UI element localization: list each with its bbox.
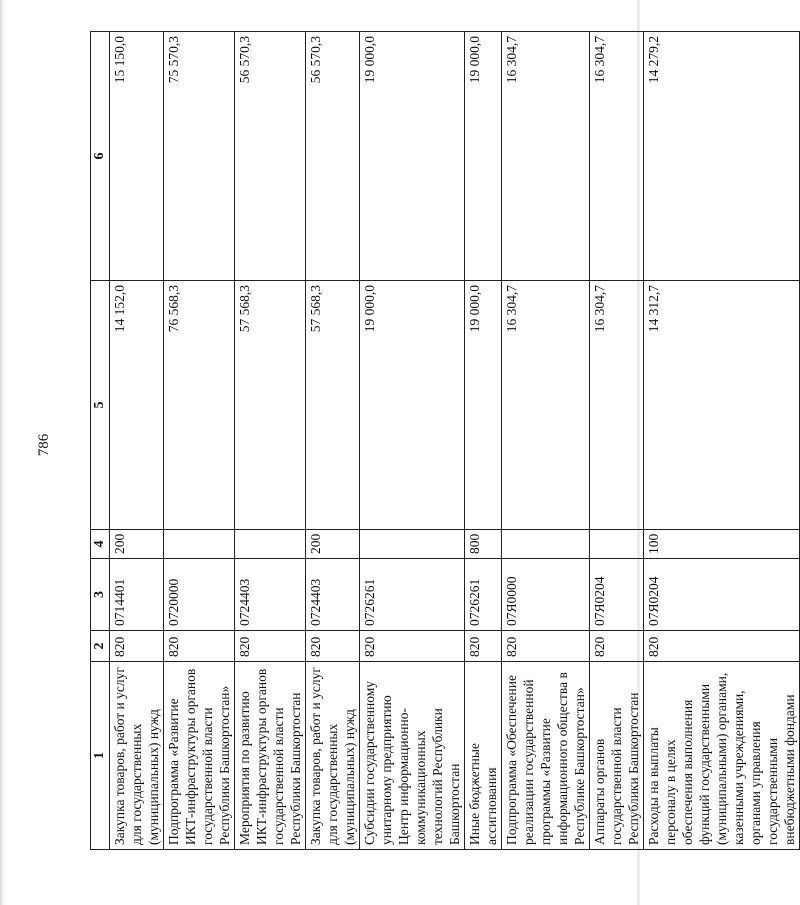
row-cs: 0724403 — [306, 559, 360, 631]
row-ved: 820 — [465, 631, 502, 662]
row-value-5: 19 000,0 — [360, 281, 465, 530]
row-value-5: 14 312,7 — [644, 281, 800, 530]
row-name: Расходы на выплаты персоналу в целях обеспечения выполнения функций государственными (муниципальными) органами, казенными учреждениями, органами управления государственными внебюджетными фондами — [644, 662, 800, 850]
table-row — [164, 32, 235, 850]
table-row — [235, 32, 306, 850]
row-value-6: 14 279,2 — [644, 32, 800, 281]
row-ved: 820 — [306, 631, 360, 662]
row-value-5: 16 304,7 — [502, 281, 590, 530]
row-ved: 820 — [164, 631, 235, 662]
col-header-5: 5 — [91, 281, 110, 530]
table-row — [360, 32, 465, 850]
row-cs: 0714401 — [110, 559, 164, 631]
row-ved: 820 — [644, 631, 800, 662]
row-cs: 07Я0204 — [644, 559, 800, 631]
row-value-6: 16 304,7 — [590, 32, 644, 281]
row-vr: 200 — [306, 530, 360, 559]
row-ved: 820 — [502, 631, 590, 662]
row-value-5: 14 152,0 — [110, 281, 164, 530]
row-vr: 800 — [465, 530, 502, 559]
row-value-6: 16 304,7 — [502, 32, 590, 281]
row-cs: 0724403 — [235, 559, 306, 631]
row-name: Субсидии государственному унитарному предприятию Центр информационно-коммуникационных технологий Республики Башкортостан — [360, 662, 465, 850]
row-name: Аппараты органов государственной власти Республики Башкортостан — [590, 662, 644, 850]
col-header-2: 2 — [91, 631, 110, 662]
row-value-5: 57 568,3 — [306, 281, 360, 530]
row-value-6: 56 570,3 — [235, 32, 306, 281]
table-row — [110, 32, 164, 850]
row-value-5: 19 000,0 — [465, 281, 502, 530]
col-header-3: 3 — [91, 559, 110, 631]
table-row — [644, 32, 800, 850]
row-value-6: 56 570,3 — [306, 32, 360, 281]
row-name: Подпрограмма «Обеспечение реализации государственной программы «Развитие информационного общества в Республике Башкортостан» — [502, 662, 590, 850]
budget-table-rotated — [90, 32, 797, 850]
page-number-text: 786 — [36, 433, 52, 457]
row-cs: 07Я0000 — [502, 559, 590, 631]
row-vr — [590, 530, 644, 559]
row-value-5: 16 304,7 — [590, 281, 644, 530]
row-value-6: 19 000,0 — [360, 32, 465, 281]
row-vr — [164, 530, 235, 559]
table-row — [502, 32, 590, 850]
table-row — [306, 32, 360, 850]
row-name: Подпрограмма «Развитие ИКТ-инфраструктуры органов государственной власти Республики Башкортостан» — [164, 662, 235, 850]
col-header-4: 4 — [91, 530, 110, 559]
row-vr: 100 — [644, 530, 800, 559]
row-value-5: 76 568,3 — [164, 281, 235, 530]
header-row — [91, 32, 110, 850]
row-ved: 820 — [235, 631, 306, 662]
row-vr — [235, 530, 306, 559]
row-name: Закупка товаров, работ и услуг для государственных (муниципальных) нужд — [110, 662, 164, 850]
row-ved: 820 — [360, 631, 465, 662]
row-ved: 820 — [590, 631, 644, 662]
budget-table — [90, 31, 800, 850]
row-name: Закупка товаров, работ и услуг для государственных (муниципальных) нужд — [306, 662, 360, 850]
table-row — [590, 32, 644, 850]
row-cs: 0720000 — [164, 559, 235, 631]
row-name: Иные бюджетные ассигнования — [465, 662, 502, 850]
row-vr — [502, 530, 590, 559]
scan-edge — [0, 0, 6, 905]
col-header-6: 6 — [91, 32, 110, 281]
row-vr: 200 — [110, 530, 164, 559]
row-cs: 07Я0204 — [590, 559, 644, 631]
row-value-5: 57 568,3 — [235, 281, 306, 530]
row-vr — [360, 530, 465, 559]
col-header-1: 1 — [91, 662, 110, 850]
row-name: Мероприятия по развитию ИКТ-инфраструктуры органов государственной власти Республики Башкортостан — [235, 662, 306, 850]
row-ved: 820 — [110, 631, 164, 662]
row-value-6: 15 150,0 — [110, 32, 164, 281]
page-number — [35, 428, 53, 462]
table-row — [465, 32, 502, 850]
row-cs: 0726261 — [360, 559, 465, 631]
row-value-6: 75 570,3 — [164, 32, 235, 281]
row-value-6: 19 000,0 — [465, 32, 502, 281]
row-cs: 0726261 — [465, 559, 502, 631]
